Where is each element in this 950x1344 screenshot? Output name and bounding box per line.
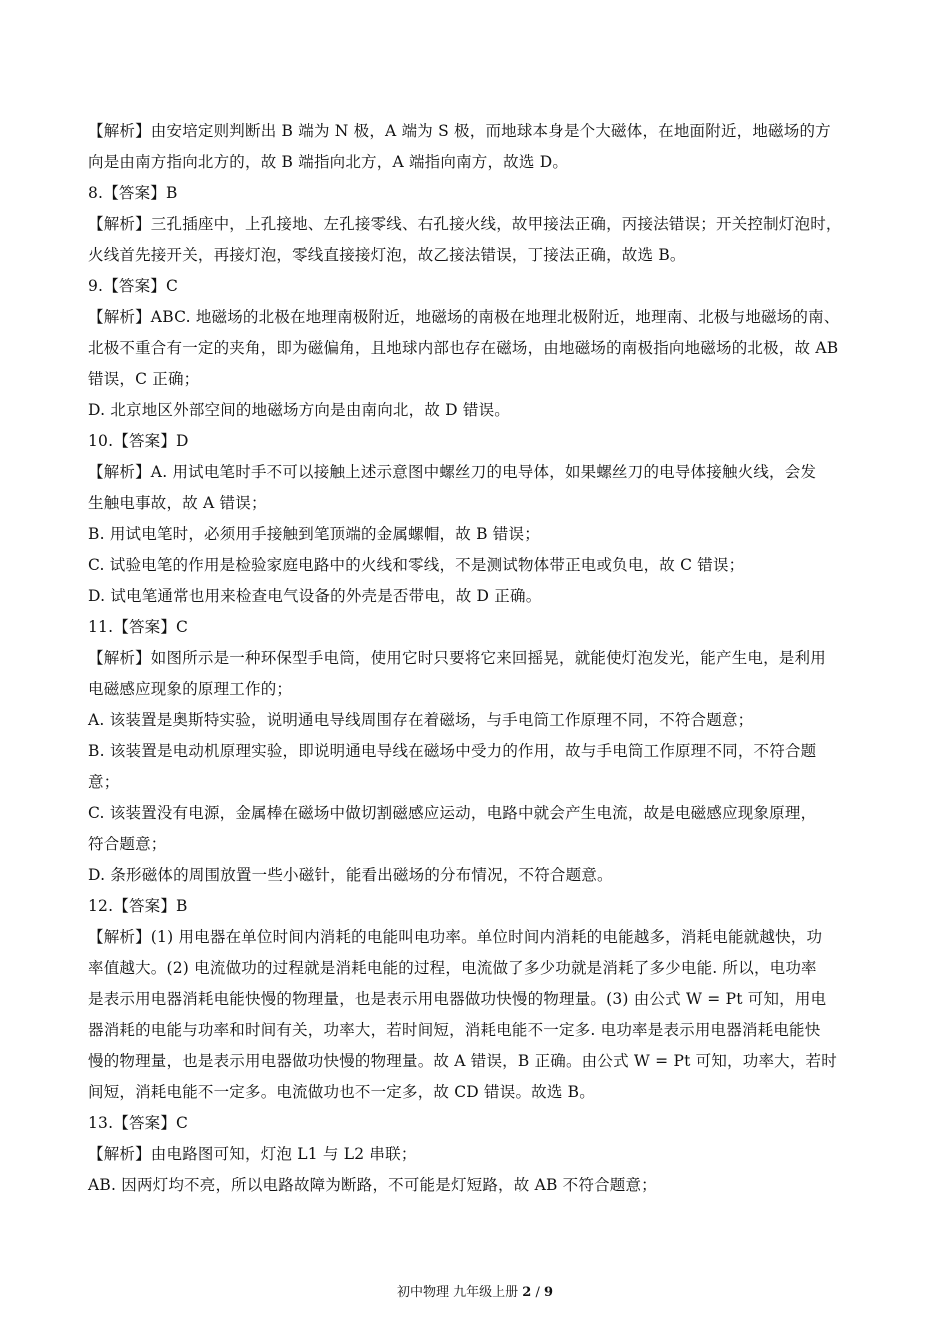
answer-heading: 13.【答案】C <box>88 1114 189 1132</box>
text-line: 【解析】由安培定则判断出 B 端为 N 极，A 端为 S 极，而地球本身是个大磁体，在地面附近，地磁场的方 <box>88 122 831 140</box>
text-line: 间短，消耗电能不一定多。电流做功也不一定多，故 CD 错误。故选 B。 <box>88 1083 595 1101</box>
solution-text <box>88 116 866 1201</box>
text-line: 错误，C 正确； <box>88 370 200 388</box>
text-line: D. 条形磁体的周围放置一些小磁针，能看出磁场的分布情况，不符合题意。 <box>88 866 613 884</box>
text-line: 符合题意； <box>88 835 167 853</box>
text-line: 率值越大。(2) 电流做功的过程就是消耗电能的过程，电流做了多少功就是消耗了多少电能. 所以，电功率 <box>88 959 817 977</box>
page-number: 2 <box>522 1285 532 1300</box>
text-line: B. 该装置是电动机原理实验，即说明通电导线在磁场中受力的作用，故与手电筒工作原理不同，不符合题 <box>88 742 817 760</box>
footer-label: 初中物理 九年级上册 <box>396 1285 519 1300</box>
answer-heading: 11.【答案】C <box>88 618 189 636</box>
text-line: 意； <box>88 773 120 791</box>
page-footer <box>0 1283 950 1303</box>
text-line: D. 北京地区外部空间的地磁场方向是由南向北，故 D 错误。 <box>88 401 511 419</box>
text-line: 生触电事故，故 A 错误； <box>88 494 267 512</box>
text-line: B. 用试电笔时，必须用手接触到笔顶端的金属螺帽，故 B 错误； <box>88 525 540 543</box>
text-line: 【解析】ABC. 地磁场的北极在地理南极附近，地磁场的南极在地理北极附近，地理南、北极与地磁场的南、 <box>88 308 840 326</box>
text-line: 电磁感应现象的原理工作的； <box>88 680 293 698</box>
page-separator: / <box>531 1285 544 1300</box>
text-line: 向是由南方指向北方的，故 B 端指向北方，A 端指向南方，故选 D。 <box>88 153 569 171</box>
text-line: 器消耗的电能与功率和时间有关，功率大，若时间短，消耗电能不一定多. 电功率是表示用电器消耗电能快 <box>88 1021 821 1039</box>
answer-heading: 9.【答案】C <box>88 277 179 295</box>
text-line: C. 试验电笔的作用是检验家庭电路中的火线和零线，不是测试物体带正电或负电，故 C 错误； <box>88 556 745 574</box>
text-line: 火线首先接开关，再接灯泡，零线直接接灯泡，故乙接法错误，丁接法正确，故选 B。 <box>88 246 686 264</box>
text-line: AB. 因两灯均不亮，所以电路故障为断路，不可能是灯短路，故 AB 不符合题意； <box>88 1176 657 1194</box>
text-line: 【解析】由电路图可知，灯泡 L1 与 L2 串联； <box>88 1145 417 1163</box>
text-line: C. 该装置没有电源，金属棒在磁场中做切割磁感应运动，电路中就会产生电流，故是电磁感应现象原理， <box>88 804 817 822</box>
text-line: D. 试电笔通常也用来检查电气设备的外壳是否带电，故 D 正确。 <box>88 587 542 605</box>
answer-heading: 8.【答案】B <box>88 184 178 202</box>
text-line: A. 该装置是奥斯特实验，说明通电导线周围存在着磁场，与手电筒工作原理不同，不符合题意； <box>88 711 754 729</box>
answer-heading: 12.【答案】B <box>88 897 188 915</box>
text-line: 是表示用电器消耗电能快慢的物理量，也是表示用电器做功快慢的物理量。(3) 由公式 W = Pt 可知，用电 <box>88 990 827 1008</box>
text-line: 【解析】三孔插座中，上孔接地、左孔接零线、右孔接火线，故甲接法正确，丙接法错误；开关控制灯泡时， <box>88 215 842 233</box>
page-total: 9 <box>543 1285 554 1300</box>
text-line: 【解析】A. 用试电笔时手不可以接触上述示意图中螺丝刀的电导体，如果螺丝刀的电导体接触火线，会发 <box>88 463 817 481</box>
text-line: 慢的物理量，也是表示用电器做功快慢的物理量。故 A 错误，B 正确。由公式 W = Pt 可知，功率大，若时 <box>88 1052 837 1070</box>
answer-heading: 10.【答案】D <box>88 432 189 450</box>
text-line: 北极不重合有一定的夹角，即为磁偏角，且地球内部也存在磁场，由地磁场的南极指向地磁场的北极，故 AB <box>88 339 839 357</box>
text-line: 【解析】(1) 用电器在单位时间内消耗的电能叫电功率。单位时间内消耗的电能越多，消耗电能就越快，功 <box>88 928 823 946</box>
text-line: 【解析】如图所示是一种环保型手电筒，使用它时只要将它来回摇晃，就能使灯泡发光，能产生电，是利用 <box>88 649 826 667</box>
